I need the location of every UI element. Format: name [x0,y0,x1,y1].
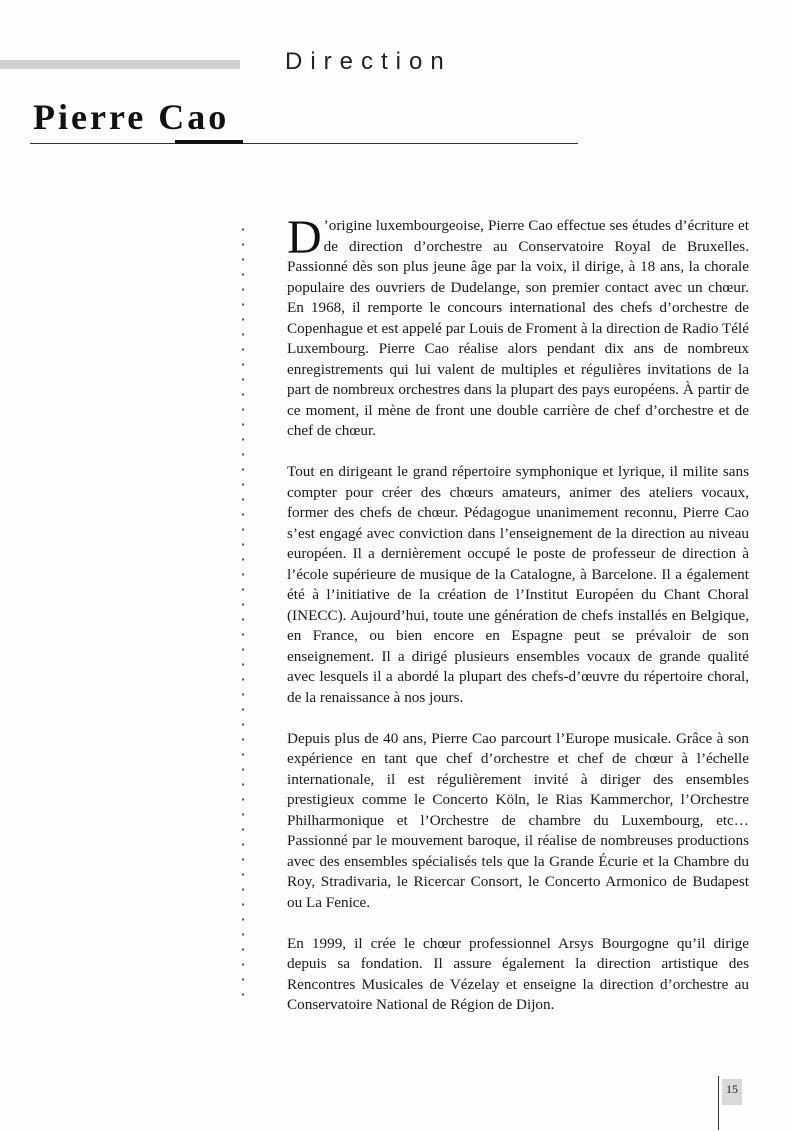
page-number-rule [718,1076,719,1130]
title-rule [30,143,578,144]
page-number: 15 [726,1082,738,1096]
paragraph-1 [287,211,749,442]
drop-cap: D [287,211,322,264]
paragraph-2: Tout en dirigeant le grand répertoire symphonique et lyrique, il milite sans compter pour créer des chœurs amateurs, animer des ateliers vocaux, former des chefs de chœur. Pédagogue unanimement reconnu, Pierre Cao s’est engagé avec conviction dans l’enseignement de la direction au niveau européen. Il a dernièrement occupé le poste de professeur de direction à l’école supérieure de musique de la Catalogne, à Barcelone. Il a également été à l’initiative de la création de l’Institut Européen du Chant Choral (INECC). Aujourd’hui, toute une génération de chefs installés en Belgique, en France, ou bien encore en Espagne peut se prévaloir de son enseignement. Il a dirigé plusieurs ensembles vocaux de grande qualité avec lesquels il a abordé la plupart des chefs-d’œuvre du répertoire choral, de la renaissance à nos jours. [287,463,749,706]
page-title: Pierre Cao [33,97,230,137]
dotted-margin-rule [240,222,246,997]
paragraph-1-text: ’origine luxembourgeoise, Pierre Cao effectue ses études d’écriture et de direction d’orchestre au Conservatoire Royal de Bruxelles. Passionné dès son plus jeune âge par la voix, il dirige, à 18 ans, la chorale populaire des ouvriers de Dudelange, son premier contact avec un chœur. En 1968, il remporte le concours international des chefs d’orchestre de Copenhague et est appelé par Louis de Froment à la direction de Radio Télé Luxembourg. Pierre Cao réalise alors pendant dix ans de nombreux enregistrements qui lui valent de multiples et régulières invitations de la part de nombreux orchestres dans la plupart des pays européens. À partir de ce moment, il mène de front une double carrière de chef d’orchestre et de chef de chœur. [287,217,749,439]
section-label: Direction [285,48,452,75]
header-gray-bar [0,60,240,69]
title-rule-accent [175,140,243,144]
paragraph-4: En 1999, il crée le chœur professionnel Arsys Bourgogne qu’il dirige depuis sa fondation. Il assure également la direction artistique des Rencontres Musicales de Vézelay et enseigne la direction d’orchestre au Conservatoire National de Région de Dijon. [287,934,749,1013]
paragraph-3: Depuis plus de 40 ans, Pierre Cao parcourt l’Europe musicale. Grâce à son expérience en tant que chef d’orchestre et chef de chœur à l’échelle internationale, il est régulièrement invité à diriger des ensembles prestigieux comme le Concerto Köln, le Rias Kammerchor, l’Orchestre Philharmonique et l’Orchestre de chambre du Luxembourg, etc… Passionné par le mouvement baroque, il réalise de nombreuses productions avec des ensembles spécialisés tels que la Grande Écurie et la Chambre du Roy, Stradivaria, le Ricercar Consort, le Concerto Armonico de Budapest ou La Fenice. [287,729,749,911]
biography-text [287,211,749,1036]
